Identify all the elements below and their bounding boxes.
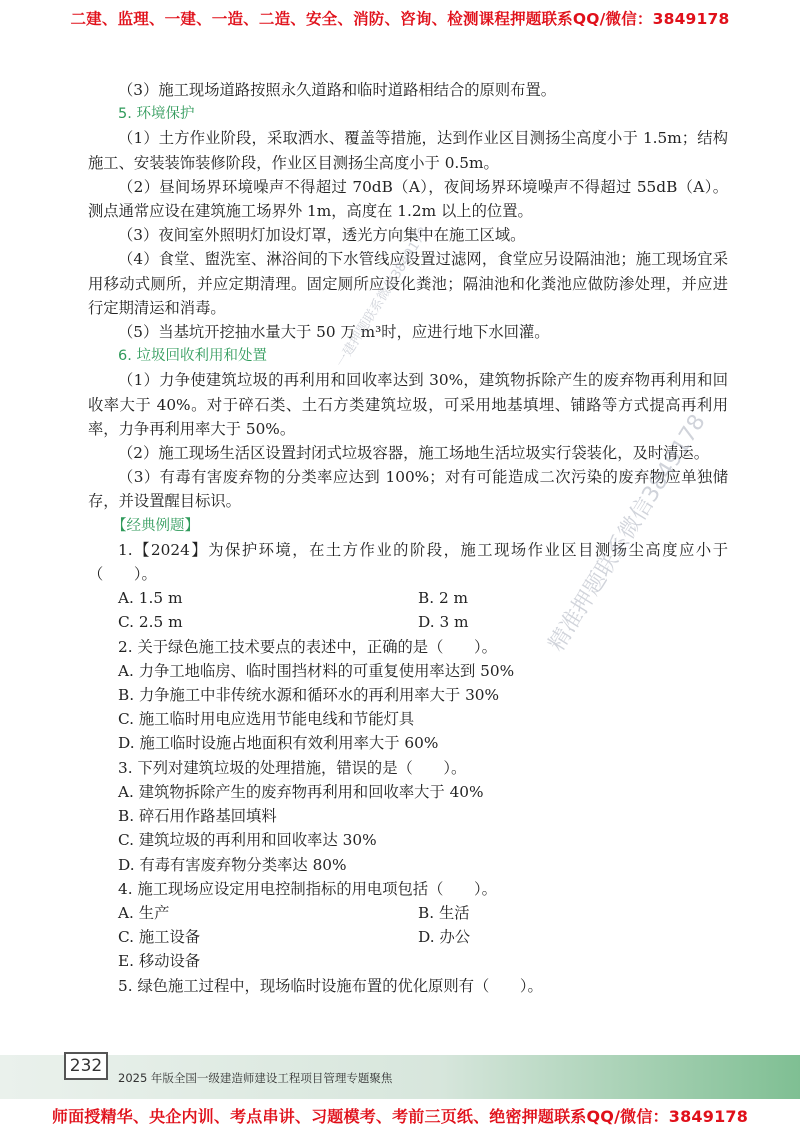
- question-3: 3. 下列对建筑垃圾的处理措施，错误的是（ ）。: [118, 758, 467, 777]
- examples-heading: 【经典例题】: [112, 517, 199, 534]
- q1-option-c: C. 2.5 m: [118, 613, 183, 632]
- watermark-small: 一建押题联系微信3849178: [333, 224, 432, 371]
- q4-option-c: C. 施工设备: [118, 928, 201, 947]
- footer-book-title: 2025 年版全国一级建造师建设工程项目管理专题聚焦: [118, 1071, 393, 1085]
- q2-option-a: A. 力争工地临房、临时围挡材料的可重复使用率达到 50%: [118, 661, 515, 680]
- section-heading-environment: 5. 环境保护: [118, 106, 195, 123]
- paragraph-waste-containers: （2）施工现场生活区设置封闭式垃圾容器，施工场地生活垃圾实行袋装化，及时清运。: [118, 444, 710, 463]
- q4-option-b: B. 生活: [418, 903, 470, 922]
- q3-option-d: D. 有毒有害废弃物分类率达 80%: [118, 855, 347, 874]
- question-4-options-row-2: [88, 925, 728, 949]
- paragraph-groundwater: （5）当基坑开挖抽水量大于 50 万 m³时，应进行地下水回灌。: [118, 323, 550, 342]
- q1-option-b: B. 2 m: [418, 589, 469, 608]
- question-2: 2. 关于绿色施工技术要点的表述中，正确的是（ ）。: [118, 637, 497, 656]
- bottom-promo-banner: 师面授精华、央企内训、考点串讲、习题模考、考前三页纸、绝密押题联系QQ/微信：3849178: [51, 1107, 749, 1126]
- question-4-options-row-1: [88, 901, 728, 925]
- paragraph-dust: （1）土方作业阶段，采取洒水、覆盖等措施，达到作业区目测扬尘高度小于 1.5m；结构施工、安装装饰装修阶段，作业区目测扬尘高度小于 0.5m。: [88, 129, 728, 172]
- q1-option-d: D. 3 m: [418, 613, 469, 632]
- question-5: 5. 绿色施工过程中，现场临时设施布置的优化原则有（ ）。: [118, 976, 543, 995]
- paragraph-noise: （2）昼间场界环境噪声不得超过 70dB（A），夜间场界环境噪声不得超过 55dB（A）。测点通常应设在建筑施工场界外 1m，高度在 1.2m 以上的位置。: [88, 177, 728, 221]
- top-promo-banner: 二建、监理、一建、一造、二造、安全、消防、咨询、检测课程押题联系QQ/微信：3849178: [70, 10, 730, 28]
- paragraph-road-layout: （3）施工现场道路按照永久道路和临时道路相结合的原则布置。: [118, 81, 557, 99]
- paragraph-hazardous-waste: （3）有毒有害废弃物的分类率应达到 100%；对有可能造成二次污染的废弃物应单独储存，并设置醒目标识。: [88, 468, 728, 511]
- page-number: 232: [64, 1052, 108, 1080]
- section-heading-waste: 6. 垃圾回收利用和处置: [118, 348, 267, 365]
- paragraph-drainage: （4）食堂、盥洗室、淋浴间的下水管线应设置过滤网，食堂应另设隔油池；施工现场宜采用移动式厕所，并应定期清理。固定厕所应设化粪池；隔油池和化粪池应做防渗处理，并应进行定期清运和消毒。: [88, 250, 728, 317]
- q4-option-d: D. 办公: [418, 928, 471, 947]
- question-1-options-row-1: [88, 586, 728, 610]
- q2-option-d: D. 施工临时设施占地面积有效利用率大于 60%: [118, 734, 439, 753]
- q3-option-c: C. 建筑垃圾的再利用和回收率达 30%: [118, 831, 377, 850]
- page-content: [88, 78, 728, 998]
- q4-option-a: A. 生产: [118, 903, 170, 922]
- question-1: 1.【2024】为保护环境，在土方作业的阶段，施工现场作业区目测扬尘高度应小于（ ）。: [88, 540, 728, 584]
- q3-option-b: B. 碎石用作路基回填料: [118, 807, 277, 826]
- paragraph-waste-reuse: （1）力争使建筑垃圾的再利用和回收率达到 30%，建筑物拆除产生的废弃物再利用和回收率大于 40%。对于碎石类、土石方类建筑垃圾，可采用地基填埋、铺路等方式提高再利用率，力争再利用率大于 50%。: [88, 371, 728, 438]
- q3-option-a: A. 建筑物拆除产生的废弃物再利用和回收率大于 40%: [118, 782, 484, 801]
- q2-option-c: C. 施工临时用电应选用节能电线和节能灯具: [118, 710, 415, 729]
- watermark-diagonal: 精准押题联系微信3849178: [544, 410, 711, 656]
- question-4: 4. 施工现场应设定用电控制指标的用电项包括（ ）。: [118, 879, 497, 898]
- q4-option-e: E. 移动设备: [118, 952, 201, 971]
- q1-option-a: A. 1.5 m: [118, 589, 183, 608]
- question-1-options-row-2: [88, 610, 728, 634]
- paragraph-lighting: （3）夜间室外照明灯加设灯罩，透光方向集中在施工区域。: [118, 226, 526, 245]
- q2-option-b: B. 力争施工中非传统水源和循环水的再利用率大于 30%: [118, 686, 500, 705]
